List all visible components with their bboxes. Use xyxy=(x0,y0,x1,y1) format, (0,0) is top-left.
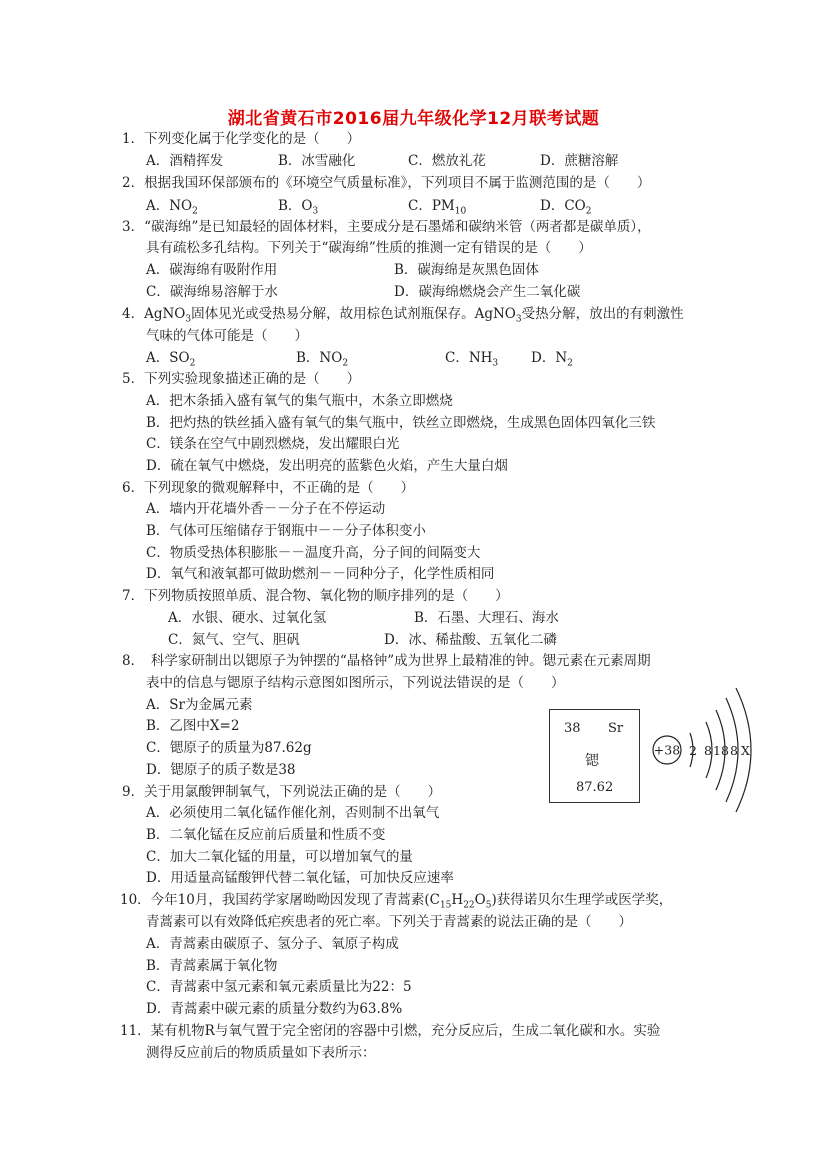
option-b: B．$O_3$ xyxy=(278,198,319,217)
shell-electrons: 2 xyxy=(689,743,697,758)
question-stem: 1．下列变化属于化学变化的是（ ） xyxy=(122,131,361,147)
element-info-card xyxy=(549,709,640,803)
option-a: A．酒精挥发 xyxy=(146,153,224,169)
option-a: A．墙内开花墙外香－－分子在不停运动 xyxy=(146,501,386,517)
option-d: D．碳海绵燃烧会产生二氧化碳 xyxy=(394,284,581,300)
option-b: B．乙图中X=2 xyxy=(146,718,240,734)
option-d: D．$N_2$ xyxy=(531,350,573,369)
shell-electrons: X xyxy=(741,743,750,758)
question-stem: 8． 科学家研制出以锶原子为钟摆的“晶格钟”成为世界上最精准的钟。锶元素在元素周期 xyxy=(122,653,651,669)
question-stem: 6．下列现象的微观解释中，不正确的是（ ） xyxy=(122,480,415,496)
option-c: C．镁条在空气中剧烈燃烧，发出耀眼白光 xyxy=(146,436,400,452)
question-stem: 11．某有机物R与氧气置于完全密闭的容器中引燃，充分反应后，生成二氧化碳和水。实验 xyxy=(120,1023,661,1039)
question-stem: 4．AgNO$_3$固体见光或受热易分解，故用棕色试剂瓶保存。AgNO$_3$受热分解，放出的有刺激性 xyxy=(122,306,684,325)
option-c: C．$PM_{10}$ xyxy=(408,198,467,217)
option-a: A．青蒿素由碳原子、氢分子、氧原子构成 xyxy=(146,936,399,952)
option-a: A．$SO_2$ xyxy=(146,350,196,369)
option-d: D．$CO_2$ xyxy=(540,198,592,217)
shell-electrons: 8 xyxy=(704,743,712,758)
option-c: C．青蒿素中氢元素和氧元素质量比为22：5 xyxy=(146,979,412,995)
element-symbol: Sr xyxy=(608,721,624,736)
option-a: A．碳海绵有吸附作用 xyxy=(146,262,278,278)
option-c: C．碳海绵易溶解于水 xyxy=(146,284,278,300)
question-stem-continued: 表中的信息与锶原子结构示意图如图所示，下列说法错误的是（ ） xyxy=(146,675,565,691)
option-d: D．用适量高锰酸钾代替二氧化锰，可加快反应速率 xyxy=(146,870,454,886)
option-b: B．石墨、大理石、海水 xyxy=(414,610,559,626)
option-c: C．燃放礼花 xyxy=(408,153,486,169)
element-name: 锶 xyxy=(585,753,599,769)
question-stem: 2．根据我国环保部颁布的《环境空气质量标准》，下列项目不属于监测范围的是（ ） xyxy=(122,175,651,191)
question-stem: 5．下列实验现象描述正确的是（ ） xyxy=(122,371,361,387)
option-b: B．$NO_2$ xyxy=(296,350,349,369)
option-d: D．冰、稀盐酸、五氧化二磷 xyxy=(384,632,557,648)
question-stem-continued: 青蒿素可以有效降低疟疾患者的死亡率。下列关于青蒿素的说法正确的是（ ） xyxy=(146,914,632,930)
option-b: B．气体可压缩储存于钢瓶中－－分子体积变小 xyxy=(146,523,426,539)
question-stem-continued: 具有疏松多孔结构。下列关于“碳海绵”性质的推测一定有错误的是（ ） xyxy=(146,240,592,256)
atom-structure-diagram xyxy=(648,680,758,820)
option-a: A．必须使用二氧化锰作催化剂，否则制不出氧气 xyxy=(146,805,440,821)
option-c: C．氮气、空气、胆矾 xyxy=(168,632,300,648)
question-stem: 9．关于用氯酸钾制氧气，下列说法正确的是（ ） xyxy=(122,784,442,800)
option-c: C．锶原子的质量为87.62g xyxy=(146,740,312,756)
option-d: D．氧气和液氧都可做助燃剂－－同种分子，化学性质相同 xyxy=(146,566,495,582)
option-b: B．青蒿素属于氧化物 xyxy=(146,958,278,974)
option-c: C．物质受热体积膨胀－－温度升高，分子间的间隔变大 xyxy=(146,545,481,561)
question-stem: 7．下列物质按照单质、混合物、氧化物的顺序排列的是（ ） xyxy=(122,588,509,604)
option-b: B．把灼热的铁丝插入盛有氧气的集气瓶中，铁丝立即燃烧，生成黑色固体四氧化三铁 xyxy=(146,415,656,431)
option-a: A．水银、硬水、过氧化氢 xyxy=(168,610,327,626)
atomic-number: 38 xyxy=(564,721,581,736)
nucleus-charge: +38 xyxy=(653,742,681,758)
option-b: B．冰雪融化 xyxy=(278,153,356,169)
option-a: A．$NO_2$ xyxy=(146,198,198,217)
option-d: D．硫在氧气中燃烧，发出明亮的蓝紫色火焰，产生大量白烟 xyxy=(146,458,508,474)
option-b: B．碳海绵是灰黑色固体 xyxy=(394,262,539,278)
atomic-mass: 87.62 xyxy=(576,780,614,795)
option-d: D．青蒿素中碳元素的质量分数约为63.8% xyxy=(146,1001,403,1017)
option-d: D．蔗糖溶解 xyxy=(540,153,619,169)
question-stem: 3．“碳海绵”是已知最轻的固体材料，主要成分是石墨烯和碳纳米管（两者都是碳单质）， xyxy=(122,219,651,235)
question-stem-continued: 测得反应前后的物质质量如下表所示： xyxy=(146,1045,376,1061)
shell-electrons: 18 xyxy=(713,743,729,758)
option-c: C．$NH_3$ xyxy=(445,350,499,369)
shell-electrons: 8 xyxy=(730,743,738,758)
option-c: C．加大二氧化锰的用量，可以增加氧气的量 xyxy=(146,849,413,865)
question-stem-continued: 气味的气体可能是（ ） xyxy=(146,328,308,344)
question-stem: 10．今年10月，我国药学家屠呦呦因发现了青蒿素$(C_{15}H_{22}O_5)$获得诺贝尔生理学或医学奖， xyxy=(120,892,673,911)
option-a: A．把木条插入盛有氧气的集气瓶中，木条立即燃烧 xyxy=(146,393,453,409)
option-d: D．锶原子的质子数是38 xyxy=(146,762,296,778)
option-a: A．Sr为金属元素 xyxy=(146,697,253,713)
page-title: 湖北省黄石市2016届九年级化学12月联考试题 xyxy=(227,109,600,129)
option-b: B．二氧化锰在反应前后质量和性质不变 xyxy=(146,827,386,843)
